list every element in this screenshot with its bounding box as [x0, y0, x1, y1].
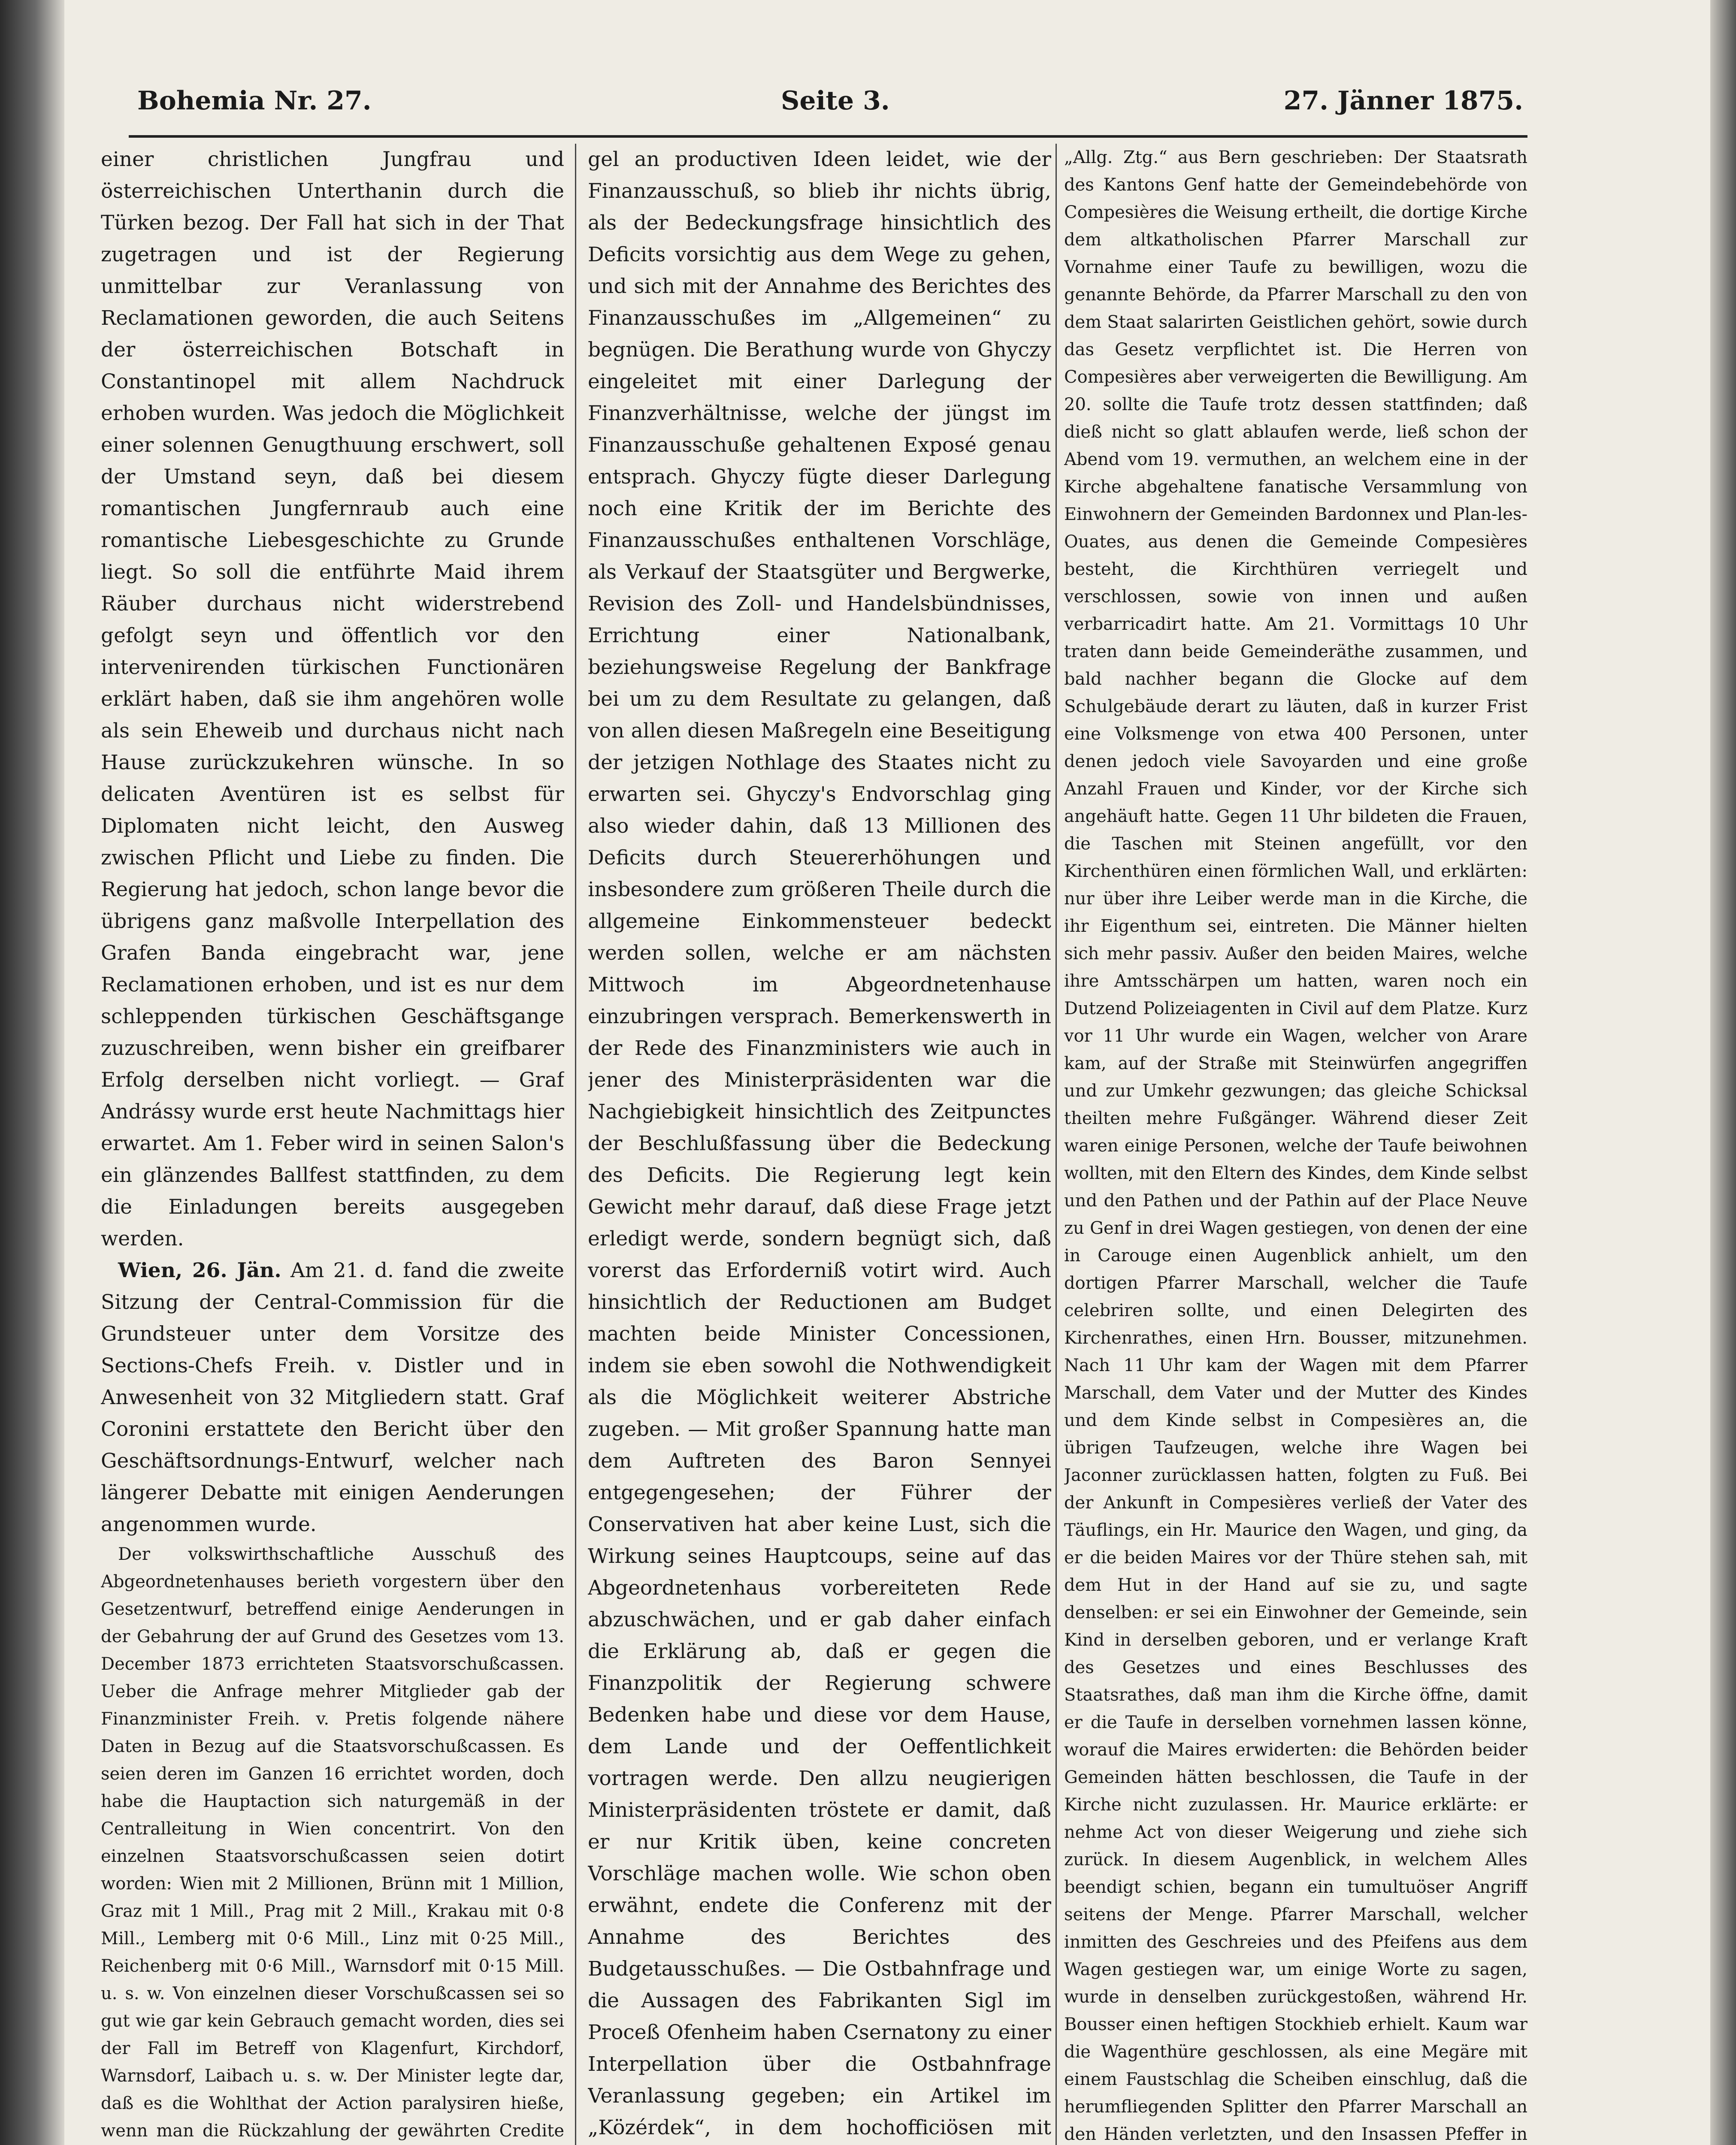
column-2: [588, 144, 1051, 2145]
column-1: [101, 144, 564, 2145]
header-rule: [129, 135, 1527, 138]
dateline: Wien, 26. Jän.: [118, 1259, 281, 1282]
column-divider: [575, 144, 576, 2145]
paragraph-text: Am 21. d. fand die zweite Sitzung der Central-Commission für die Grundsteuer unter dem Vorsitze des Sections-Chefs Freih. v. Distler und in Anwesenheit von 32 Mitgliedern statt. Graf Coronini erstattete den Bericht über den Geschäftsordnungs-Entwurf, welcher nach längerer Debatte mit einigen Aenderungen angenommen wurde.: [101, 1259, 564, 1536]
scan-edge-shadow: [1710, 0, 1736, 2145]
header-issue: Bohemia Nr. 27.: [137, 86, 372, 116]
column-3: [1064, 144, 1527, 2145]
article-paragraph: gel an productiven Ideen leidet, wie der Finanzausschuß, so blieb ihr nichts übrig, als der Bedeckungsfrage hinsichtlich des Deficits vorsichtig aus dem Wege zu gehen, und sich mit der Annahme des Berichtes des Finanzausschußes im „Allgemeinen“ zu begnügen. Die Berathung wurde von Ghyczy eingeleitet mit einer Darlegung der Finanzverhältnisse, welche der jüngst im Finanzausschuße gehaltenen Exposé genau entsprach. Ghyczy fügte dieser Darlegung noch eine Kritik der im Berichte des Finanzausschußes enthaltenen Vorschläge, als Verkauf der Staatsgüter und Bergwerke, Revision des Zoll- und Handelsbündnisses, Errichtung einer Nationalbank, beziehungsweise Regelung der Bankfrage bei um zu dem Resultate zu gelangen, daß von allen diesen Maßregeln eine Beseitigung der jetzigen Nothlage des Staates nicht zu erwarten sei. Ghyczy's Endvorschlag ging also wieder dahin, daß 13 Millionen des Deficits durch Steuererhöhungen und insbesondere zum größeren Theile durch die allgemeine Einkommensteuer bedeckt werden sollen, welche er am nächsten Mittwoch im Abgeordnetenhause einzubringen versprach. Bemerkenswerth in der Rede des Finanzministers wie auch in jener des Ministerpräsidenten war die Nachgiebigkeit hinsichtlich des Zeitpunctes der Beschlußfassung über die Bedeckung des Deficits. Die Regierung legt kein Gewicht mehr darauf, daß diese Frage jetzt erledigt werde, sondern begnügt sich, daß vorerst das Erforderniß votirt wird. Auch hinsichtlich der Reductionen am Budget machten beide Minister Concessionen, indem sie eben sowohl die Nothwendigkeit als die Möglichkeit weiterer Abstriche zugeben. — Mit großer Spannung hatte man dem Auftreten des Baron Sennyei entgegengesehen; der Führer der Conservativen hat aber keine Lust, sich die Wirkung seines Hauptcoups, seine auf das Abgeordnetenhaus vorbereiteten Rede abzuschwächen, und er gab daher einfach die Erklärung ab, daß er gegen die Finanzpolitik der Regierung schwere Bedenken habe und diese vor dem Hause, dem Lande und der Oeffentlichkeit vortragen werde. Den allzu neugierigen Ministerpräsidenten tröstete er damit, daß er nur Kritik üben, keine concreten Vorschläge machen wolle. Wie schon oben erwähnt, endete die Conferenz mit der Annahme des Berichtes des Budgetausschußes. — Die Ostbahnfrage und die Aussagen des Fabrikanten Sigl im Proceß Ofenheim haben Csernatony zu einer Interpellation über die Ostbahnfrage Veranlassung gegeben; ein Artikel im „Közérdek“, in dem hochofficiösen mit: [588, 148, 1051, 2139]
header-page-number: Seite 3.: [781, 86, 890, 116]
article-paragraph: [101, 1255, 564, 1541]
column-divider: [1056, 144, 1057, 2145]
scan-binding-shadow: [0, 0, 64, 2145]
article-paragraph-small: „Allg. Ztg.“ aus Bern geschrieben: Der Staatsrath des Kantons Genf hatte der Gemeindebehörde von Compesières die Weisung ertheilt, die dortige Kirche dem altkatholischen Pfarrer Marschall zur Vornahme einer Taufe zu bewilligen, wozu die genannte Behörde, da Pfarrer Marschall zu den von dem Staat salarirten Geistlichen gehört, sowie durch das Gesetz verpflichtet ist. Die Herren von Compesières aber verweigerten die Bewilligung. Am 20. sollte die Taufe trotz dessen stattfinden; daß dieß nicht so glatt ablaufen werde, ließ schon der Abend vom 19. vermuthen, an welchem eine in der Kirche abgehaltene fanatische Versammlung von Einwohnern der Gemeinden Bardonnex und Plan-les-Ouates, aus denen die Gemeinde Compesières besteht, die Kirchthüren verriegelt und verschlossen, sowie von innen und außen verbarricadirt hatte. Am 21. Vormittags 10 Uhr traten dann beide Gemeinderäthe zusammen, und bald nachher begann die Glocke auf dem Schulgebäude derart zu läuten, daß in kurzer Frist eine Volksmenge von etwa 400 Personen, unter denen jedoch viele Savoyarden und eine große Anzahl Frauen und Kinder, vor der Kirche sich angehäuft hatte. Gegen 11 Uhr bildeten die Frauen, die Taschen mit Steinen angefüllt, vor den Kirchenthüren einen förmlichen Wall, und erklärten: nur über ihre Leiber werde man in die Kirche, die ihr Eigenthum sei, eintreten. Die Männer hielten sich mehr passiv. Außer den beiden Maires, welche ihre Amtsschärpen um hatten, waren noch ein Dutzend Polizeiagenten in Civil auf dem Platze. Kurz vor 11 Uhr wurde ein Wagen, welcher von Arare kam, auf der Straße mit Steinwürfen angegriffen und zur Umkehr gezwungen; das gleiche Schicksal theilten mehre Fußgänger. Während dieser Zeit waren einige Personen, welche der Taufe beiwohnen wollten, mit den Eltern des Kindes, dem Kinde selbst und den Pathen und der Pathin auf der Place Neuve zu Genf in drei Wagen gestiegen, von denen der eine in Carouge einen Augenblick anhielt, um den dortigen Pfarrer Marschall, welcher die Taufe celebriren sollte, und einen Delegirten des Kirchenrathes, einen Hrn. Bousser, mitzunehmen. Nach 11 Uhr kam der Wagen mit dem Pfarrer Marschall, dem Vater und der Mutter des Kindes und dem Kinde selbst in Compesières an, die übrigen Taufzeugen, welche ihre Wagen bei Jaconner zurücklassen hatten, folgten zu Fuß. Bei der Ankunft in Compesières verließ der Vater des Täuflings, ein Hr. Maurice den Wagen, und ging, da er die beiden Maires vor der Thüre stehen sah, mit dem Hut in der Hand auf sie zu, und sagte denselben: er sei ein Einwohner der Gemeinde, sein Kind in derselben geboren, und er verlange Kraft des Gesetzes und eines Beschlusses des Staatsrathes, daß man ihm die Kirche öffne, damit er die Taufe in derselben vornehmen lassen könne, worauf die Maires erwiderten: die Behörden beider Gemeinden hätten beschlossen, die Taufe in der Kirche nicht zuzulassen. Hr. Maurice erklärte: er nehme Act von dieser Weigerung und ziehe sich zurück. In diesem Augenblick, in welchem Alles beendigt schien, begann ein tumultuöser Angriff seitens der Menge. Pfarrer Marschall, welcher inmitten des Geschreies und des Pfeifens aus dem Wagen gestiegen war, um einige Worte zu sagen, wurde in denselben zurückgestoßen, während Hr. Bousser einen heftigen Stockhieb erhielt. Kaum war die Wagenthüre geschlossen, als eine Megäre mit einem Faustschlag die Scheiben einschlug, daß die herumfliegenden Splitter den Pfarrer Marschall an den Händen verletzten, und den Insassen Pfeffer in: [1064, 148, 1527, 2144]
article-paragraph-small: Der volkswirthschaftliche Ausschuß des Abgeordnetenhauses berieth vorgestern über den Gesetzentwurf, betreffend einige Aenderungen in der Gebahrung der auf Grund des Gesetzes vom 13. December 1873 errichteten Staatsvorschußcassen. Ueber die Anfrage mehrer Mitglieder gab der Finanzminister Freih. v. Pretis folgende nähere Daten in Bezug auf die Staatsvorschußcassen. Es seien deren im Ganzen 16 errichtet worden, doch habe die Hauptaction sich naturgemäß in der Centralleitung in Wien concentrirt. Von den einzelnen Staatsvorschußcassen seien dotirt worden: Wien mit 2 Millionen, Brünn mit 1 Million, Graz mit 1 Mill., Prag mit 2 Mill., Krakau mit 0·8 Mill., Lemberg mit 0·6 Mill., Linz mit 0·25 Mill., Reichenberg mit 0·6 Mill., Warnsdorf mit 0·15 Mill. u. s. w. Von einzelnen dieser Vorschußcassen sei so gut wie gar kein Gebrauch gemacht worden, dies sei der Fall im Betreff von Klagenfurt, Kirchdorf, Warnsdorf, Laibach u. s. w. Der Minister legte dar, daß es die Wohlthat der Action paralysiren hieße, wenn man die Rückzahlung der gewährten Credite: [101, 1544, 564, 2141]
header-date: 27. Jänner 1875.: [1283, 86, 1523, 116]
article-paragraph: einer christlichen Jungfrau und österreichischen Unterthanin durch die Türken bezog. Der Fall hat sich in der That zugetragen und ist der Regierung unmittelbar zur Veranlassung von Reclamationen geworden, die auch Seitens der österreichischen Botschaft in Constantinopel mit allem Nachdruck erhoben wurden. Was jedoch die Möglichkeit einer solennen Genugthuung erschwert, soll der Umstand seyn, daß bei diesem romantischen Jungfernraub auch eine romantische Liebesgeschichte zu Grunde liegt. So soll die entführte Maid ihrem Räuber durchaus nicht widerstrebend gefolgt seyn und öffentlich vor den intervenirenden türkischen Functionären erklärt haben, daß sie ihm angehören wolle als sein Eheweib und durchaus nicht nach Hause zurückzukehren wünsche. In so delicaten Aventüren ist es selbst für Diplomaten nicht leicht, den Ausweg zwischen Pflicht und Liebe zu finden. Die Regierung hat jedoch, schon lange bevor die übrigens ganz maßvolle Interpellation des Grafen Banda eingebracht war, jene Reclamationen erhoben, und ist es nur dem schleppenden türkischen Geschäftsgange zuzuschreiben, wenn bisher ein greifbarer Erfolg derselben nicht vorliegt. — Graf Andrássy wurde erst heute Nachmittags hier erwartet. Am 1. Feber wird in seinen Salon's ein glänzendes Ballfest stattfinden, zu dem die Einladungen bereits ausgegeben werden.: [101, 148, 564, 1251]
page-header: [137, 82, 1523, 129]
